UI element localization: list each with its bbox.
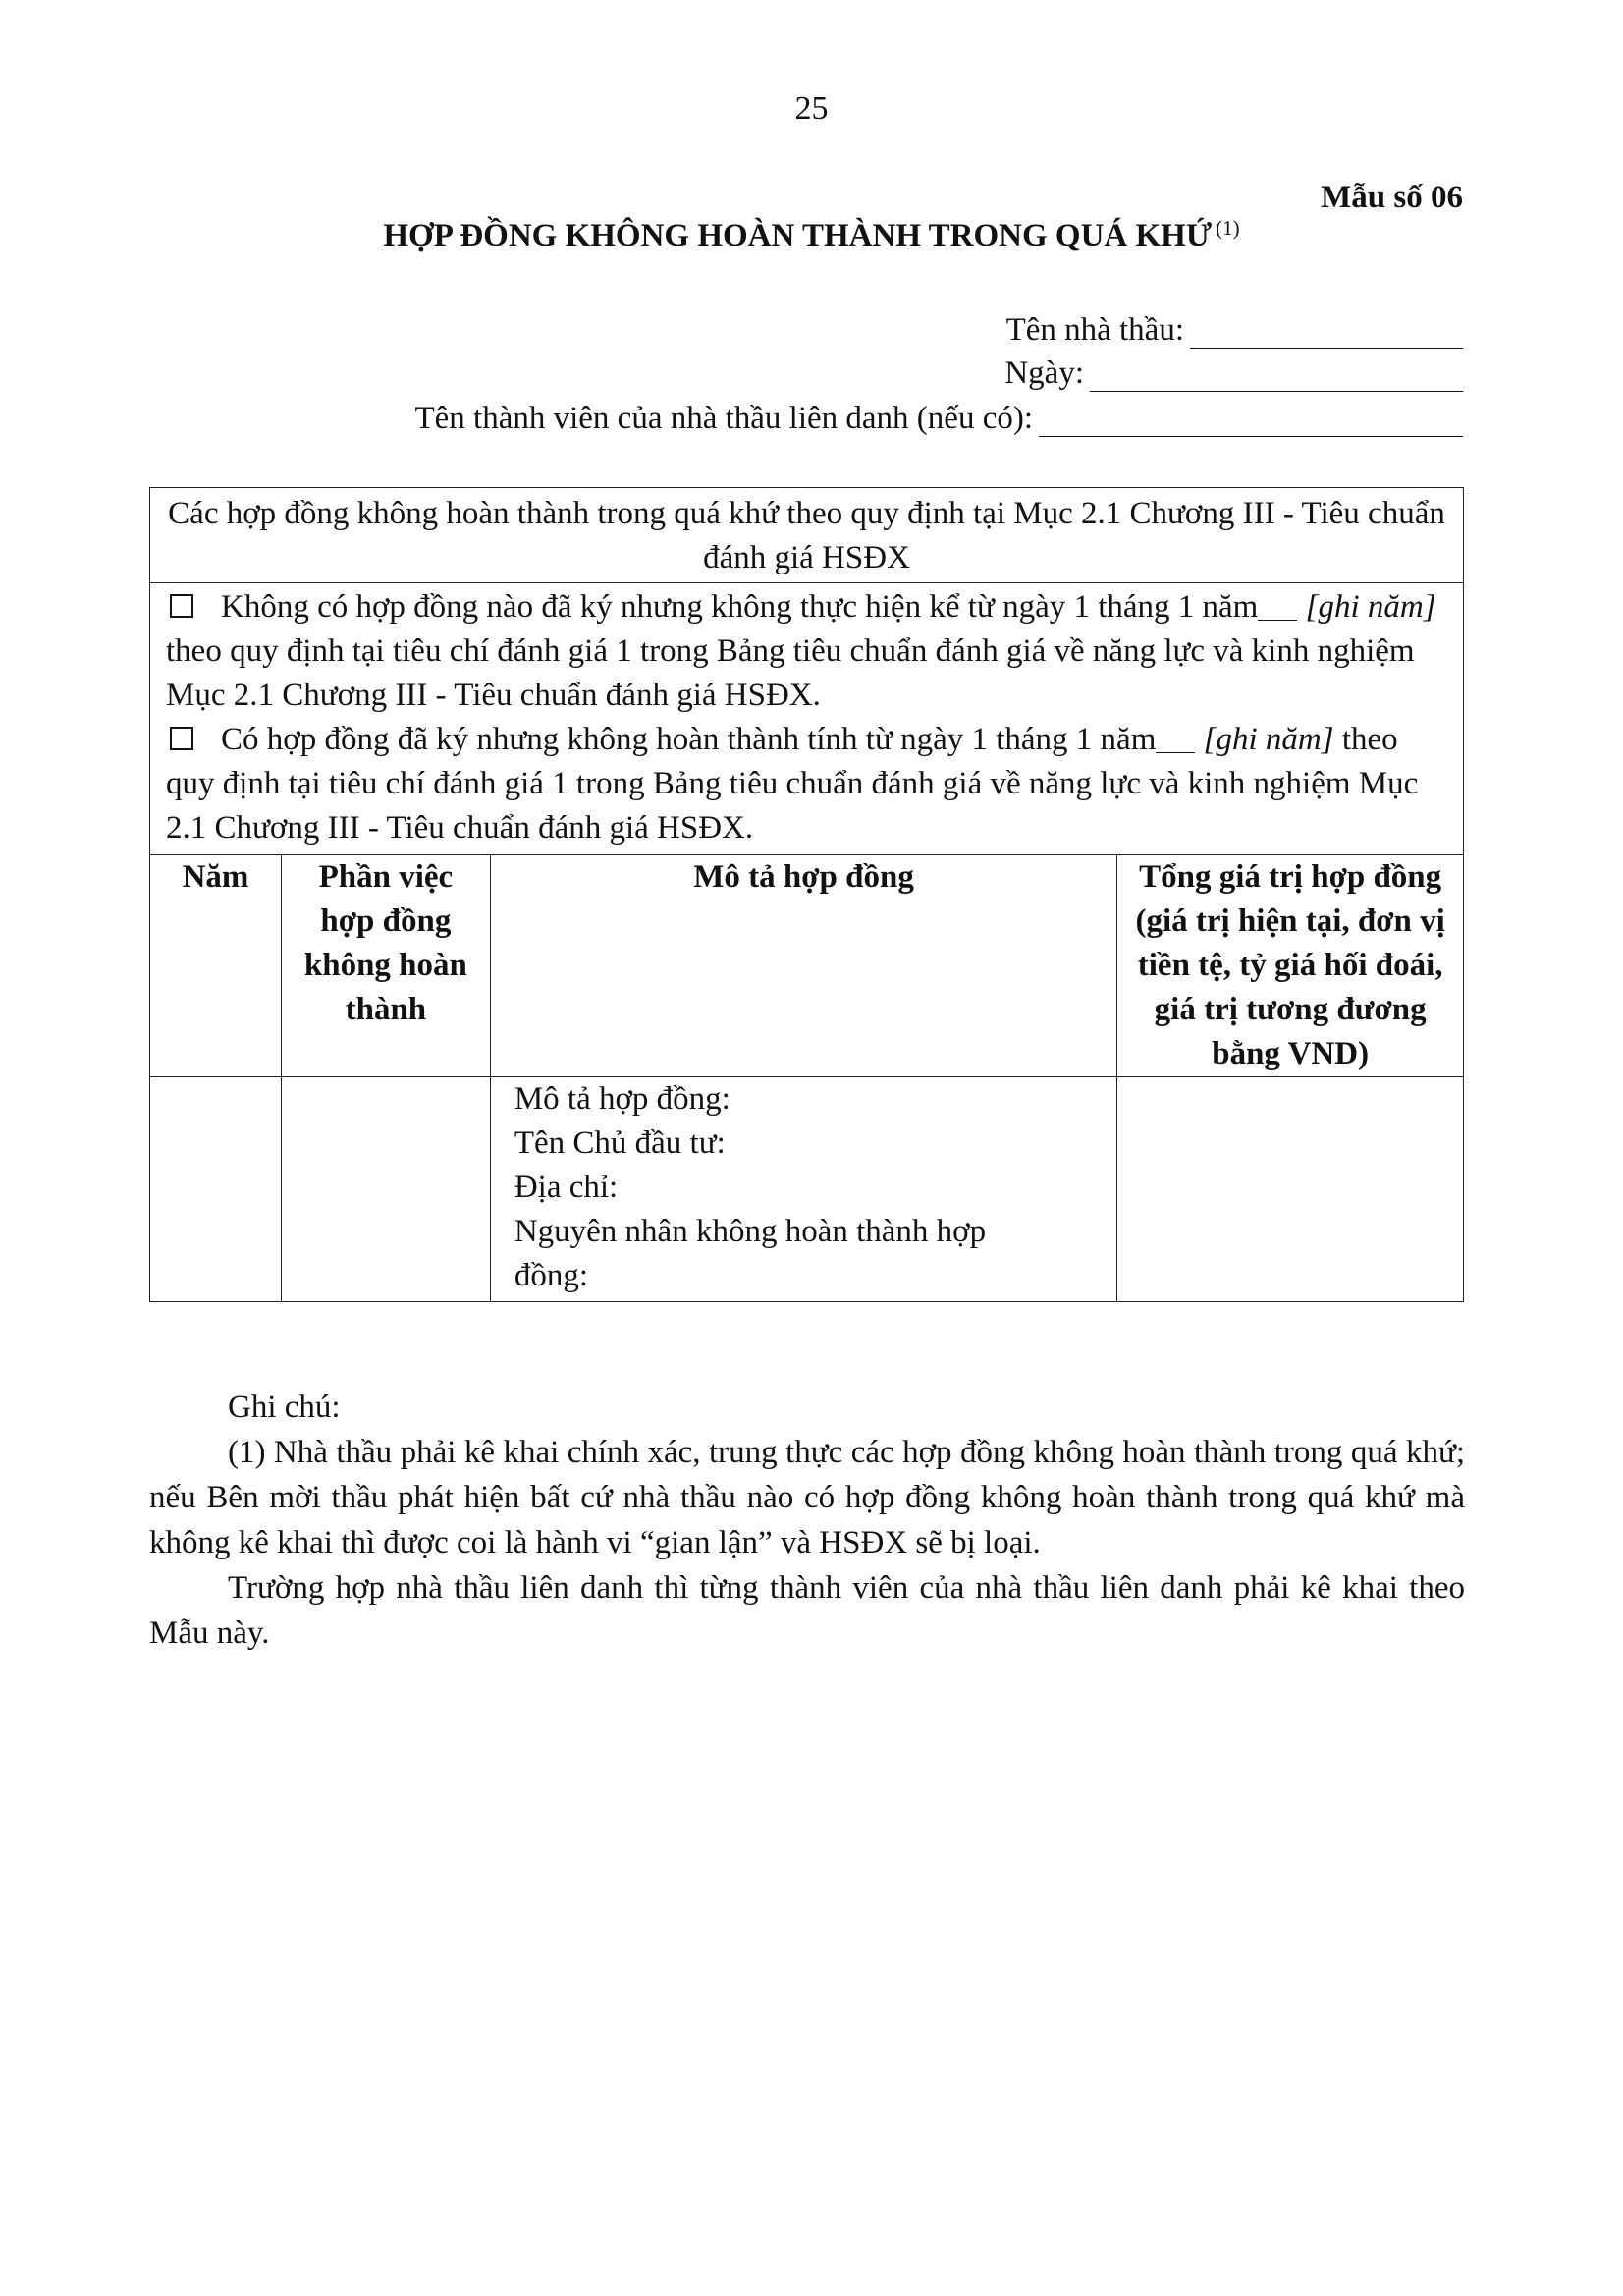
option2-text-b: theo quy định tại tiêu chí đánh giá 1 trong Bảng tiêu chuẩn đánh giá về năng lực và kinh nghiệm Mục 2.1 Chương III - Tiêu chuẩn đánh giá HSĐX. xyxy=(166,722,1419,846)
notes-label: Ghi chú: xyxy=(228,1390,341,1425)
desc-line: Địa chỉ: xyxy=(514,1170,619,1205)
contracts-table xyxy=(149,487,1464,1302)
option2-hint: [ghi năm] xyxy=(1203,722,1334,757)
jv-member-field xyxy=(414,401,1463,437)
contractor-name-blank[interactable] xyxy=(1190,318,1463,349)
desc-line: Nguyên nhân không hoàn thành hợp đồng: xyxy=(514,1214,987,1293)
year-blank-2[interactable] xyxy=(1156,723,1195,753)
desc-line: Mô tả hợp đồng: xyxy=(514,1081,730,1117)
date-label: Ngày: xyxy=(1004,355,1084,391)
option1-text-a: Không có hợp đồng nào đã ký nhưng không thực hiện kể từ ngày 1 tháng 1 năm xyxy=(221,589,1259,625)
table-header-row xyxy=(150,855,1464,1077)
form-title xyxy=(0,218,1623,254)
checkbox-has-contracts[interactable] xyxy=(170,727,193,750)
table-intro: Các hợp đồng không hoàn thành trong quá khứ theo quy định tại Mục 2.1 Chương III - Tiêu chuẩn đánh giá HSĐX xyxy=(150,488,1464,583)
jv-member-label: Tên thành viên của nhà thầu liên danh (nếu có): xyxy=(414,401,1033,436)
form-number: Mẫu số 06 xyxy=(1321,180,1463,215)
date-blank[interactable] xyxy=(1090,361,1463,392)
jv-member-blank[interactable] xyxy=(1039,407,1463,437)
date-field xyxy=(1004,355,1463,392)
cell-year[interactable] xyxy=(150,1077,282,1302)
note-1: (1) Nhà thầu phải kê khai chính xác, trung thực các hợp đồng không hoàn thành trong quá khứ; nếu Bên mời thầu phát hiện bất cứ nhà thầu nào có hợp đồng không hoàn thành trong quá khứ mà không kê khai thì được coi là hành vi “gian lận” và HSĐX sẽ bị loại. xyxy=(149,1435,1465,1560)
page-number: 25 xyxy=(794,90,829,127)
form-title-footnote-ref: (1) xyxy=(1216,216,1240,240)
year-blank-1[interactable] xyxy=(1258,590,1297,621)
cell-value[interactable] xyxy=(1117,1077,1464,1302)
header-year: Năm xyxy=(150,855,282,1077)
options-cell xyxy=(150,583,1464,855)
cell-desc[interactable] xyxy=(490,1077,1116,1302)
desc-line: Tên Chủ đầu tư: xyxy=(514,1125,726,1161)
form-title-text: HỢP ĐỒNG KHÔNG HOÀN THÀNH TRONG QUÁ KHỨ xyxy=(383,218,1213,253)
header-part: Phần việc hợp đồng không hoàn thành xyxy=(281,855,490,1077)
header-desc: Mô tả hợp đồng xyxy=(490,855,1116,1077)
checkbox-no-contracts[interactable] xyxy=(170,594,193,618)
contractor-name-label: Tên nhà thầu: xyxy=(1005,312,1184,348)
notes-section xyxy=(149,1385,1465,1656)
option-has-contracts xyxy=(166,718,1447,850)
header-value: Tổng giá trị hợp đồng (giá trị hiện tại, đơn vị tiền tệ, tỷ giá hối đoái, giá trị tương đương bằng VND) xyxy=(1117,855,1464,1077)
note-2: Trường hợp nhà thầu liên danh thì từng thành viên của nhà thầu liên danh phải kê khai theo Mẫu này. xyxy=(149,1570,1465,1651)
table-row xyxy=(150,1077,1464,1302)
cell-part[interactable] xyxy=(281,1077,490,1302)
option1-text-b: theo quy định tại tiêu chí đánh giá 1 trong Bảng tiêu chuẩn đánh giá về năng lực và kinh nghiệm Mục 2.1 Chương III - Tiêu chuẩn đánh giá HSĐX. xyxy=(166,633,1415,713)
option1-hint: [ghi năm] xyxy=(1305,589,1436,625)
contractor-name-field xyxy=(1006,312,1463,349)
option-no-contracts xyxy=(166,585,1447,718)
option2-text-a: Có hợp đồng đã ký nhưng không hoàn thành tính từ ngày 1 tháng 1 năm xyxy=(221,722,1157,757)
